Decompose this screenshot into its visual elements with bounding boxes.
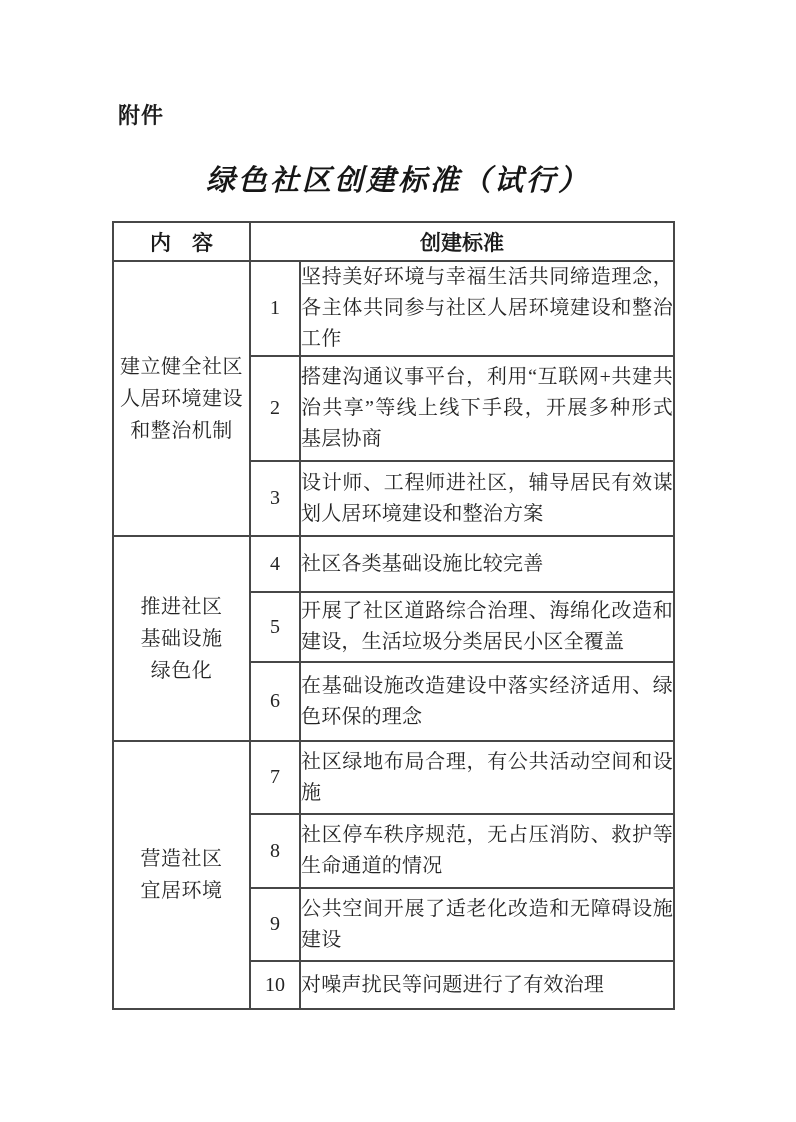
header-standard-cell: 创建标准 (250, 222, 674, 261)
group-label-line: 建立健全社区 (120, 355, 243, 378)
group-label-line: 基础设施 (140, 627, 223, 650)
row-number: 7 (250, 741, 300, 814)
standard-text: 开展了社区道路综合治理、海绵化改造和建设，生活垃圾分类居民小区全覆盖 (300, 592, 674, 662)
table-row (113, 261, 674, 356)
standard-text: 社区各类基础设施比较完善 (300, 536, 674, 592)
row-number: 8 (250, 814, 300, 888)
standard-text: 坚持美好环境与幸福生活共同缔造理念，各主体共同参与社区人居环境建设和整治工作 (300, 261, 674, 356)
standard-text: 对噪声扰民等问题进行了有效治理 (300, 961, 674, 1009)
group-label-cell (113, 741, 250, 1009)
document-title: 绿色社区创建标准（试行） (205, 163, 590, 197)
header-content-cell: 内 容 (113, 222, 250, 261)
row-number: 6 (250, 662, 300, 741)
table-row (113, 741, 674, 814)
standard-text: 搭建沟通议事平台，利用“互联网+共建共治共享”等线上线下手段，开展多种形式基层协商 (300, 356, 674, 461)
group-label-line: 宜居环境 (140, 880, 223, 902)
table-header-row (113, 222, 674, 261)
group-label-line: 人居环境建设 (120, 387, 243, 410)
group-label-cell (113, 261, 250, 536)
row-number: 2 (250, 356, 300, 461)
row-number: 1 (250, 261, 300, 356)
standard-text: 社区绿地布局合理，有公共活动空间和设施 (300, 741, 674, 814)
table-row (113, 536, 674, 592)
row-number: 3 (250, 461, 300, 536)
row-number: 10 (250, 961, 300, 1009)
group-label-line: 和整治机制 (130, 419, 233, 442)
row-number: 9 (250, 888, 300, 961)
row-number: 4 (250, 536, 300, 592)
group-label-line: 推进社区 (140, 595, 223, 618)
group-label-line: 绿色化 (150, 659, 213, 682)
standard-text: 设计师、工程师进社区，辅导居民有效谋划人居环境建设和整治方案 (300, 461, 674, 536)
standards-table (112, 221, 675, 1010)
row-number: 5 (250, 592, 300, 662)
attachment-label: 附件 (118, 103, 165, 128)
standard-text: 在基础设施改造建设中落实经济适用、绿色环保的理念 (300, 662, 674, 741)
table-body (113, 261, 674, 1009)
group-label-cell (113, 536, 250, 741)
standard-text: 社区停车秩序规范，无占压消防、救护等生命通道的情况 (300, 814, 674, 888)
standard-text: 公共空间开展了适老化改造和无障碍设施建设 (300, 888, 674, 961)
group-label-line: 营造社区 (140, 848, 223, 870)
